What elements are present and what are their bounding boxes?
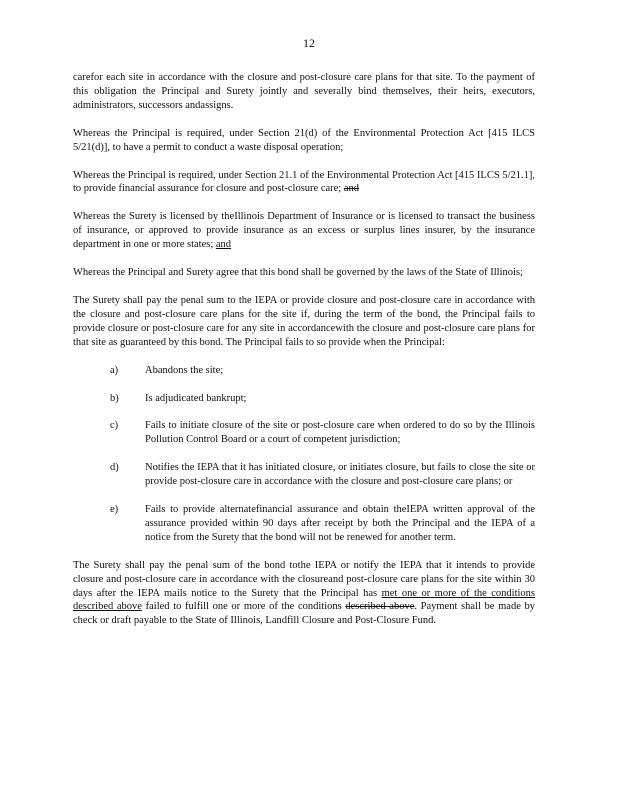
- list-item: [73, 392, 535, 406]
- page-number: 12: [303, 36, 315, 50]
- paragraph-text: Whereas the Surety is licensed by theIllinois Department of Insurance or is licensed to transact the business of insurance, or approved to provide insurance as an excess or surplus lines insurer, by the insurance department in one or more states;: [73, 211, 535, 251]
- inserted-text: and: [215, 239, 232, 251]
- list-item-label: c): [110, 420, 119, 432]
- list-item-label: d): [110, 462, 119, 474]
- list-item-text: Fails to initiate closure of the site or post-closure care when ordered to do so by the Illinois Pollution Control Board or a court of competent jurisdiction;: [145, 420, 535, 446]
- deleted-text: and: [343, 183, 360, 195]
- list-item-text: Notifies the IEPA that it has initiated closure, or initiates closure, but fails to close the site or provide post-closure care in accordance with the closure and post-closure care plans; or: [145, 462, 535, 488]
- list-item: [73, 419, 535, 447]
- paragraph-obligation: carefor each site in accordance with the closure and post-closure care plans for that site. To the payment of this obligation the Principal and Surety jointly and severally bind themselves, their heirs, executors, administrators, successors andassigns.: [73, 72, 535, 111]
- list-item-text: Fails to provide alternatefinancial assurance and obtain theIEPA written approval of the assurance provided within 90 days after receipt by both the Principal and the IEPA of a notice from the Surety that the bond will not be renewed for another term.: [145, 504, 535, 543]
- list-item-text: Is adjudicated bankrupt;: [145, 392, 247, 404]
- paragraph-whereas-permit: Whereas the Principal is required, under Section 21(d) of the Environmental Protection Act [415 ILCS 5/21(d)], to have a permit to conduct a waste disposal operation;: [73, 127, 535, 153]
- paragraph-whereas-governing-law: Whereas the Principal and Surety agree that this bond shall be governed by the laws of the State of Illinois;: [73, 267, 523, 279]
- document-body: [73, 71, 535, 642]
- inserted-text: met one or more of the conditions described above: [73, 587, 535, 613]
- list-item: [73, 461, 535, 489]
- deleted-text: described above: [345, 601, 415, 613]
- list-item-text: Abandons the site;: [145, 364, 224, 376]
- list-item-label: e): [110, 504, 119, 516]
- list-item: [73, 503, 535, 545]
- list-item-label: a): [110, 364, 119, 376]
- paragraph-text: Whereas the Principal is required, under Section 21.1 of the Environmental Protection Act [415 ILCS 5/21.1], to provide financial assurance for closure and post-closure care;: [73, 169, 535, 195]
- paragraph-payment: [73, 559, 535, 629]
- list-item: [73, 364, 535, 378]
- paragraph-whereas-financial-assurance: [73, 169, 535, 197]
- paragraph-text: failed to fulfill one or more of the conditions: [145, 601, 342, 613]
- paragraph-text: The Surety shall pay the penal sum of the bond tothe IEPA or notify the IEPA that it intends to provide closure and post-closure care in accordance with the closureand post-closure care plans for the site within 30 days after the IEPA mails notice to the Surety that the Principal has: [73, 559, 535, 599]
- paragraph-text: . Payment shall be made by check or draft payable to the State of Illinois, Landfill Closure and Post-Closure Fund.: [73, 601, 536, 627]
- list-item-label: b): [110, 392, 119, 404]
- paragraph-surety-obligation: The Surety shall pay the penal sum to the IEPA or provide closure and post-closure care in accordance with the closure and post-closure care plans for the site if, during the term of the bond, the Principal fails to provide closure or post-closure care for any site in accordancewith the closure and post-closure care plans for that site as guaranteed by this bond. The Principal fails to so provide when the Principal:: [73, 294, 535, 348]
- paragraph-whereas-surety-licensed: [73, 210, 535, 252]
- conditions-list: [73, 364, 535, 545]
